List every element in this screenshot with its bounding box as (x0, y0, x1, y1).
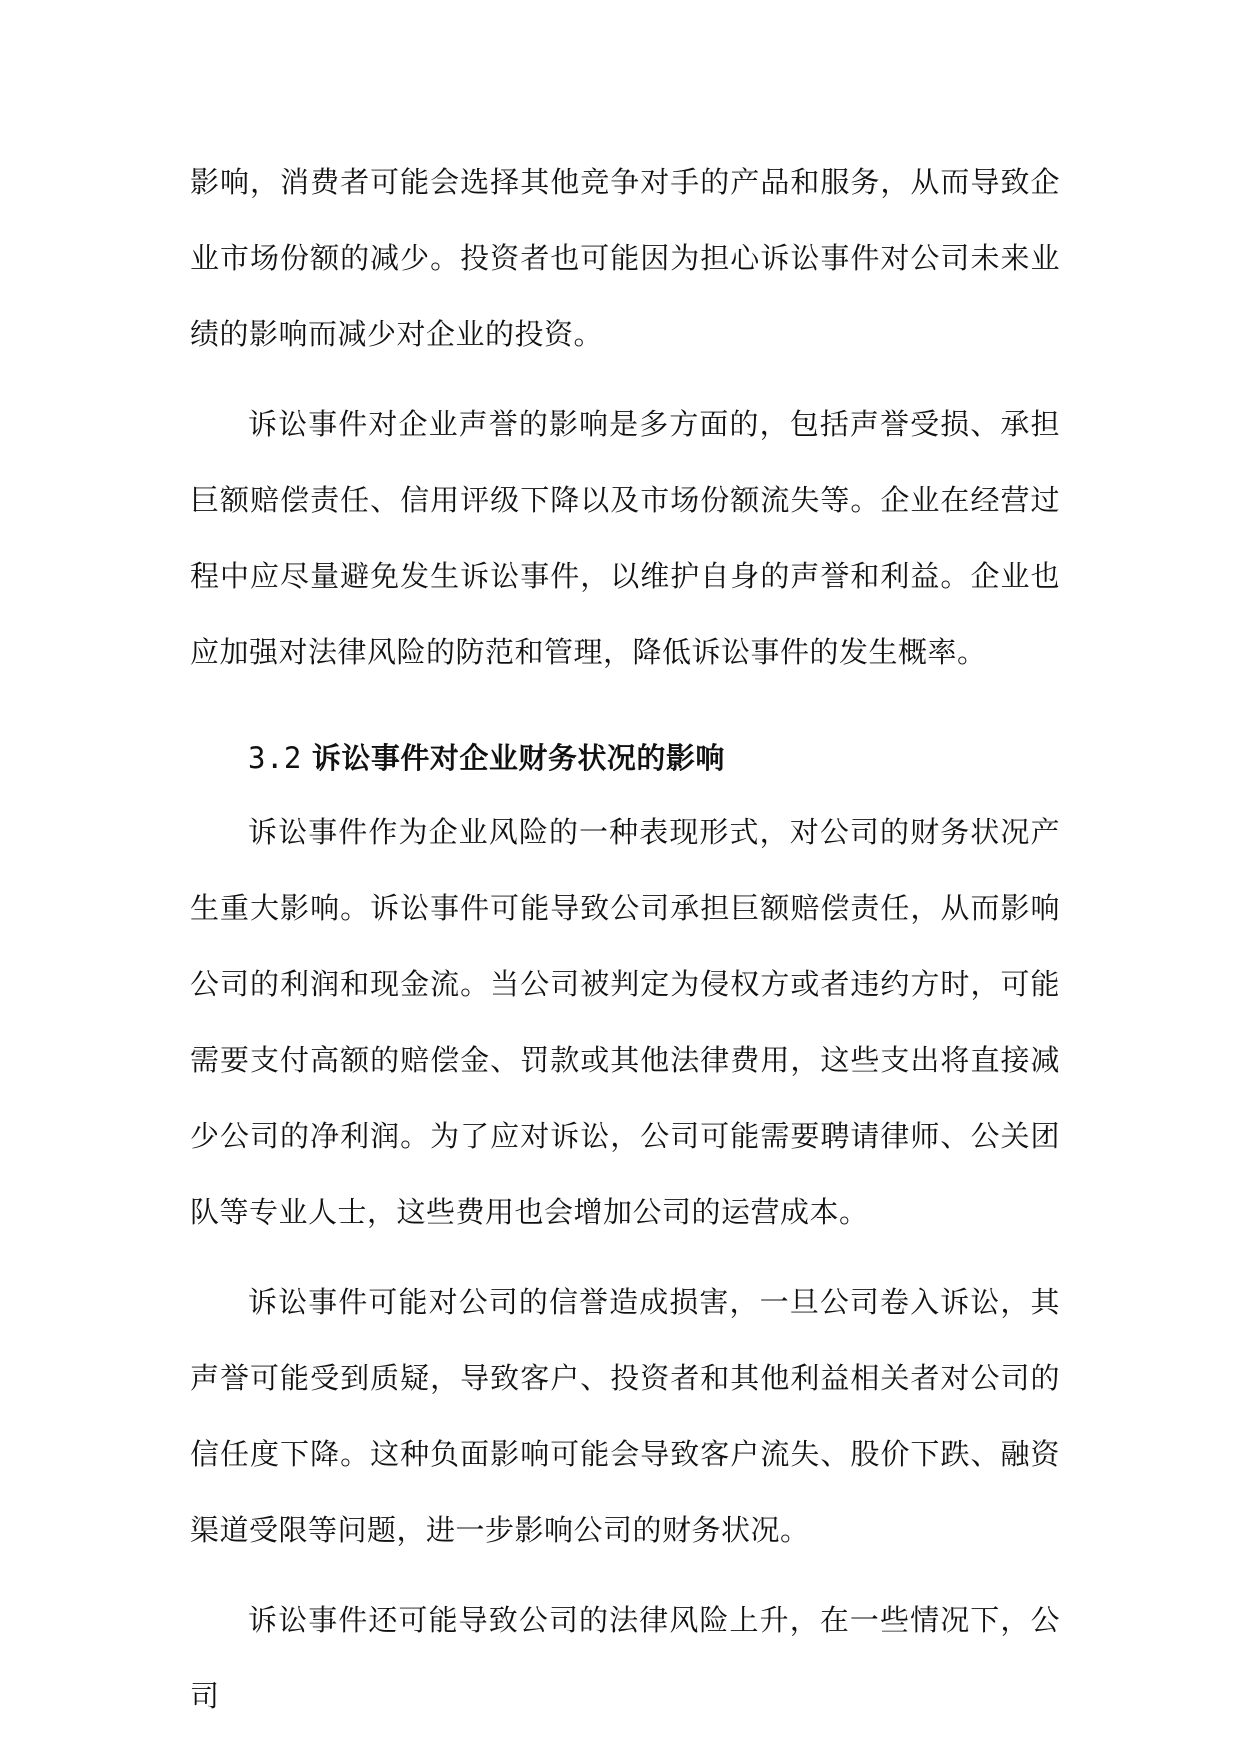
paragraph-credit-damage: 诉讼事件可能对公司的信誉造成损害，一旦公司卷入诉讼，其声誉可能受到质疑，导致客户、投资者和其他利益相关者对公司的信任度下降。这种负面影响可能会导致客户流失、股价下跌、融资渠道受限等问题，进一步影响公司的财务状况。 (190, 1285, 1060, 1547)
section-title: 诉讼事件对企业财务状况的影响 (311, 741, 725, 775)
paragraph-reputation-summary: 诉讼事件对企业声誉的影响是多方面的，包括声誉受损、承担巨额赔偿责任、信用评级下降以及市场份额流失等。企业在经营过程中应尽量避免发生诉讼事件，以维护自身的声誉和利益。企业也应加强对法律风险的防范和管理，降低诉讼事件的发生概率。 (190, 407, 1060, 669)
paragraph-continued: 影响，消费者可能会选择其他竞争对手的产品和服务，从而导致企业市场份额的减少。投资者也可能因为担心诉讼事件对公司未来业绩的影响而减少对企业的投资。 (190, 165, 1060, 351)
paragraph-legal-risk: 诉讼事件还可能导致公司的法律风险上升，在一些情况下，公司 (190, 1603, 1060, 1713)
document-body (190, 144, 1060, 1734)
section-number: 3.2 (248, 741, 302, 775)
paragraph-financial-impact: 诉讼事件作为企业风险的一种表现形式，对公司的财务状况产生重大影响。诉讼事件可能导致公司承担巨额赔偿责任，从而影响公司的利润和现金流。当公司被判定为侵权方或者违约方时，可能需要支付高额的赔偿金、罚款或其他法律费用，这些支出将直接减少公司的净利润。为了应对诉讼，公司可能需要聘请律师、公关团队等专业人士，这些费用也会增加公司的运营成本。 (190, 815, 1060, 1229)
section-heading (190, 728, 1060, 788)
